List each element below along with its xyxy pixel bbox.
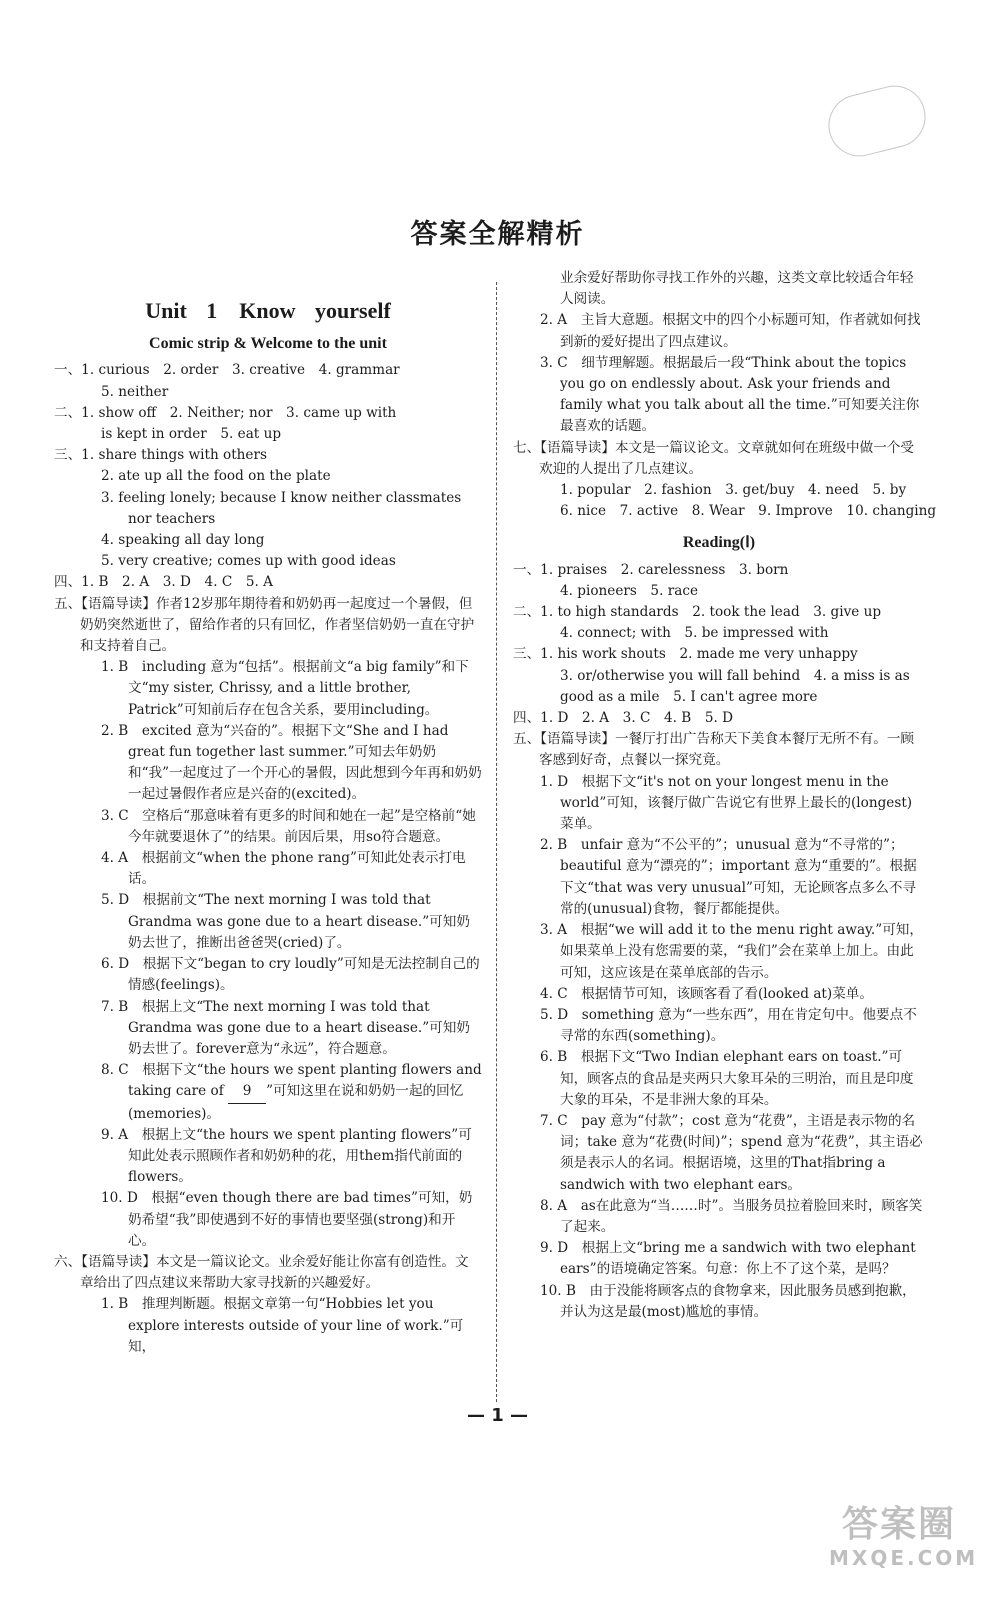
explanation-item: 4. C 根据情节可知，该顾客看了看(looked at)菜单。 — [540, 985, 873, 1002]
explanation-item: 7. B 根据上文“The next morning I was told that Grandma was gone due to a heart disease.”可知奶奶去世了。forever意为“永远”，符合题意。 — [101, 998, 470, 1057]
explanation-item: 5. D something 意为“一些东西”，用在肯定句中。他要点不寻常的东西(something)。 — [540, 1006, 917, 1045]
explanation-item: 10. B 由于没能将顾客点的食物拿来，因此服务员感到抱歉，并认为这是最(most)尴尬的事情。 — [540, 1282, 916, 1320]
explanation-item: 2. A 主旨大意题。根据文中的四个小标题可知，作者就如何找到新的爱好提出了四点建议。 — [540, 312, 921, 350]
explanation-item: 9. A 根据上文“the hours we spent planting flowers”可知此处表示照顾作者和奶奶种的花，用them指代前面的flowers。 — [101, 1126, 472, 1186]
explanation-item: 3. C 空格后“那意味着有更多的时间和她在一起”是空格前“她今年就要退休了”的结果。前因后果，用so符合题意。 — [101, 807, 476, 845]
blank-number: 9 — [228, 1081, 266, 1103]
left-column — [54, 268, 482, 1358]
explanation-item — [54, 1060, 482, 1125]
explanation-item: 3. C 细节理解题。根据最后一段“Think about the topics you go on endlessly about. Ask your friends and family what you talk about all the time.”可知要关注你最喜欢的话题。 — [540, 354, 920, 435]
explanation-item: 5. D 根据前文“The next morning I was told that Grandma was gone due to a heart disease.”可知奶奶去世了，推断出爸爸哭(cried)了。 — [101, 892, 470, 951]
answer-line: 3. or/otherwise you will fall behind 4. a miss is as — [560, 667, 910, 684]
explanation-item: 2. B excited 意为“兴奋的”。根据下文“She and I had great fun together last summer.”可知去年奶奶和“我”一起度过了一个开心的暑假，因此想到今年再和奶奶一起过暑假作者应是兴奋的(excited)。 — [101, 722, 482, 803]
answer-line: 二、1. to high standards 2. took the lead 3. give up — [513, 604, 882, 621]
explanation-item: 1. B including 意为“包括”。根据前文“a big family”和下文“my sister, Chrissy, and a little brother, Patrick”可知前后存在包含关系，要用including。 — [101, 659, 469, 718]
unit-title: Unit 1 Know yourself — [145, 298, 391, 323]
watermark-url: MXQE.COM — [829, 1546, 979, 1570]
section-title: Comic strip & Welcome to the unit — [149, 335, 387, 353]
seal-stamp — [822, 79, 932, 163]
watermark-logo — [829, 1504, 979, 1576]
right-column — [513, 268, 937, 1323]
explanation-item: 2. B unfair 意为“不公平的”；unusual 意为“不寻常的”；beautiful 意为“漂亮的”；important 意为“重要的”。根据下文“that was very unusual”可知，无论顾客点多么不寻常的(unusual)食物，餐厅都能提供。 — [540, 837, 917, 917]
answer-line: is kept in order 5. eat up — [101, 426, 282, 443]
passage-guide: 六、【语篇导读】本文是一篇议论文。业余爱好能让你富有创造性。文章给出了四点建议来帮助大家寻找新的兴趣爱好。 — [54, 1253, 469, 1292]
answer-line: 四、1. D 2. A 3. C 4. B 5. D — [513, 710, 734, 727]
page-title: 答案全解精析 — [410, 219, 585, 250]
answer-line: 5. very creative; comes up with good ideas — [101, 553, 396, 570]
passage-guide: 五、【语篇导读】作者12岁那年期待着和奶奶再一起度过一个暑假，但奶奶突然逝世了，留给作者的只有回忆，作者坚信奶奶一直在守护和支持着自己。 — [54, 595, 475, 655]
watermark-main: 答案圈 — [841, 1504, 956, 1545]
explanation-item: 1. D 根据下文“it's not on your longest menu in the world”可知，该餐厅做广告说它有世界上最长的(longest)菜单。 — [540, 773, 913, 833]
explanation-item: 1. B 推理判断题。根据文章第一句“Hobbies let you explore interests outside of your line of work.”可知， — [101, 1296, 464, 1355]
answer-line: 6. nice 7. active 8. Wear 9. Improve 10. changing — [560, 503, 937, 520]
continued-text: 业余爱好帮助你寻找工作外的兴趣，这类文章比较适合年轻人阅读。 — [560, 270, 914, 308]
answer-line: good as a mile 5. I can't agree more — [560, 688, 818, 705]
column-divider — [496, 282, 497, 1402]
answer-line: 三、1. his work shouts 2. made me very unhappy — [513, 646, 858, 663]
explanation-item: 6. D 根据下文“began to cry loudly”可知是无法控制自己的情感(feelings)。 — [101, 956, 480, 994]
item8-text: ”可知这里在说和奶奶一起的回忆(memories)。 — [128, 1083, 464, 1122]
passage-guide: 五、【语篇导读】一餐厅打出广告称天下美食本餐厅无所不有。一顾客感到好奇，点餐以一探究竟。 — [513, 731, 915, 769]
explanation-item: 6. B 根据下文“Two Indian elephant ears on toast.”可知，顾客点的食品是夹两只大象耳朵的三明治，而且是印度大象的耳朵，不是非洲大象的耳朵。 — [540, 1049, 914, 1108]
answer-line: nor teachers — [128, 510, 216, 527]
passage-guide: 七、【语篇导读】本文是一篇议论文。文章就如何在班级中做一个受欢迎的人提出了几点建议。 — [513, 439, 915, 477]
section-title-reading: Reading(Ⅰ) — [682, 534, 756, 552]
explanation-item: 3. A 根据“we will add it to the menu right away.”可知，如果菜单上没有您需要的菜，“我们”会在菜单上加上。由此可知，这应该是在菜单底部的告示。 — [540, 922, 923, 981]
explanation-item: 10. D 根据“even though there are bad times”可知，奶奶希望“我”即使遇到不好的事情也要坚强(strong)和开心。 — [101, 1190, 473, 1249]
explanation-item: 8. A as在此意为“当……时”。当服务员拉着脸回来时，顾客笑了起来。 — [540, 1197, 923, 1235]
answer-line: 4. pioneers 5. race — [560, 582, 698, 599]
answer-line: 三、1. share things with others — [54, 447, 267, 464]
answer-line: 5. neither — [101, 383, 169, 400]
page-number: — 1 — — [466, 1405, 529, 1426]
answer-line: 二、1. show off 2. Neither; nor 3. came up with — [54, 404, 397, 421]
explanation-item: 4. A 根据前文“when the phone rang”可知此处表示打电话。 — [101, 850, 466, 888]
explanation-item: 7. C pay 意为“付款”；cost 意为“花费”，主语是表示物的名词；take 意为“花费(时间)”；spend 意为“花费”，其主语必须是表示人的名词。根据语境，这里的That指bring a sandwich with two elephant ears。 — [540, 1112, 923, 1193]
explanation-item: 9. D 根据上文“bring me a sandwich with two elephant ears”的语境确定答案。句意：你上不了这个菜，是吗？ — [540, 1240, 916, 1278]
answer-line: 四、1. B 2. A 3. D 4. C 5. A — [54, 574, 273, 591]
answer-line: 一、1. curious 2. order 3. creative 4. grammar — [54, 362, 400, 379]
answer-line: 3. feeling lonely; because I know neither classmates — [101, 489, 462, 506]
answer-line: 4. connect; with 5. be impressed with — [560, 625, 829, 642]
item8-text: 8. C 根据下文“the hours we spent planting flowers and taking care of — [101, 1062, 482, 1100]
answer-line: 4. speaking all day long — [101, 532, 265, 549]
answer-line: 一、1. praises 2. carelessness 3. born — [513, 561, 789, 578]
answer-line: 1. popular 2. fashion 3. get/buy 4. need 5. by — [560, 482, 907, 499]
answer-line: 2. ate up all the food on the plate — [101, 468, 331, 485]
